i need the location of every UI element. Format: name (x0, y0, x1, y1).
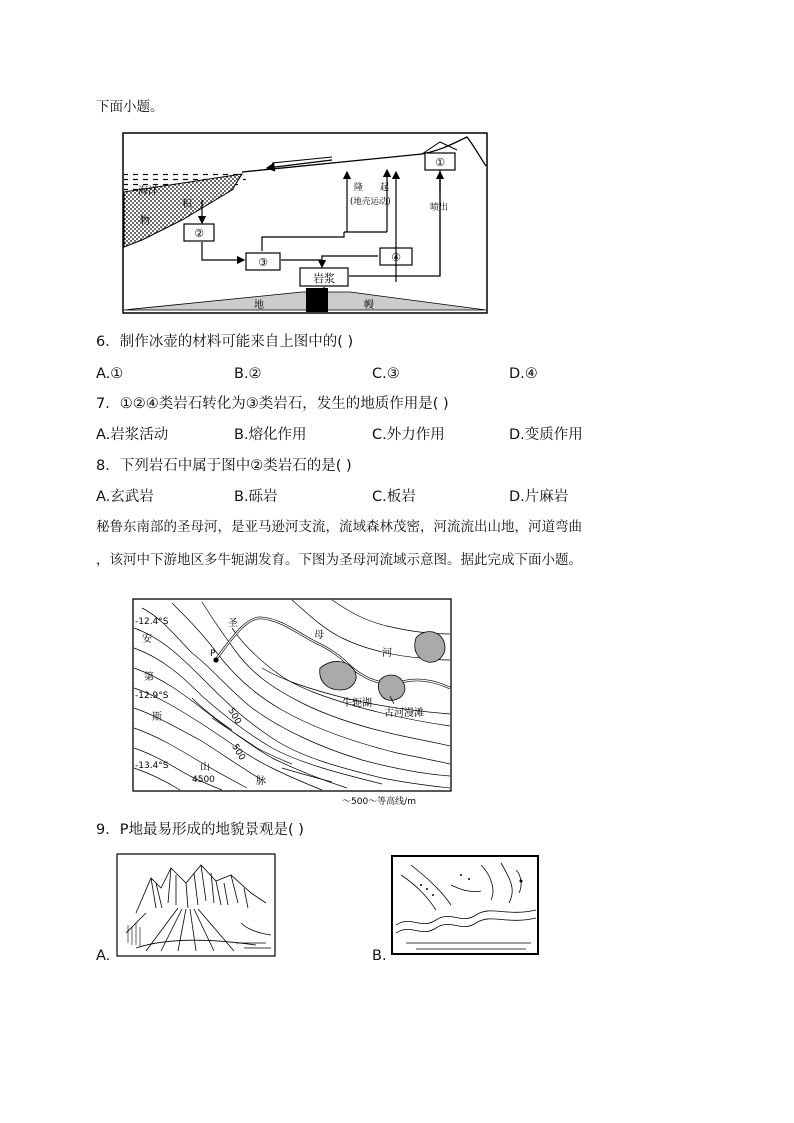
ocean-label: 海洋 (138, 186, 158, 197)
box-2-label: ② (194, 227, 204, 240)
andes-char-4: 山 (200, 762, 210, 773)
q7-option-b[interactable]: B.熔化作用 (234, 427, 307, 443)
mantle-char-2: 幔 (364, 300, 374, 311)
oxbow-lake-label: 牛轭湖 (342, 698, 372, 709)
andes-char-2: 第 (144, 672, 154, 683)
q6-option-b[interactable]: B.② (234, 366, 262, 382)
magma-label: 岩浆 (313, 272, 335, 285)
contour-500-b: 500 (229, 742, 247, 763)
question-9-stem: 9．P地最易形成的地貌景观是( ) (96, 822, 304, 838)
q8-option-b[interactable]: B.砾岩 (234, 489, 278, 505)
river-char-2: 母 (314, 630, 324, 641)
q6-option-c[interactable]: C.③ (372, 366, 400, 382)
eruption-label: 喷出 (430, 203, 449, 213)
q8-option-a[interactable]: A.玄武岩 (96, 489, 154, 505)
river-char-1: 圣 (228, 618, 238, 629)
andes-char-1: 安 (142, 634, 152, 645)
intro-text: 下面小题。 (96, 99, 164, 115)
contour-4500: 4500 (192, 775, 215, 785)
contour-500-a: 500 (225, 706, 243, 727)
sediment-char-2: 物 (140, 216, 150, 227)
box-3-label: ③ (258, 256, 268, 269)
q7-option-c[interactable]: C.外力作用 (372, 427, 445, 443)
q7-option-d[interactable]: D.变质作用 (509, 427, 583, 443)
sediment-char-1: 积 (182, 199, 192, 210)
q7-option-a[interactable]: A.岩浆活动 (96, 427, 169, 443)
passage-line-2: ，该河中下游地区多牛轭湖发育。下图为圣母河流域示意图。据此完成下面小题。 (96, 552, 582, 568)
river-char-3: 河 (382, 648, 392, 659)
rock-cycle-diagram (122, 132, 488, 314)
q9-option-b-label[interactable]: B. (372, 948, 387, 964)
q6-option-d[interactable]: D.④ (509, 366, 538, 382)
question-8-stem: 8．下列岩石中属于图中②类岩石的是( ) (96, 458, 352, 474)
question-7-stem: 7．①②④类岩石转化为③类岩石，发生的地质作用是( ) (96, 396, 449, 412)
box-4-label: ④ (391, 251, 401, 264)
q9-option-a-image[interactable] (116, 853, 276, 957)
latitude-2: -12.9°S (135, 691, 169, 701)
andes-char-3: 斯 (152, 712, 162, 723)
mantle-char-1: 地 (254, 300, 264, 311)
q8-option-c[interactable]: C.板岩 (372, 489, 416, 505)
question-6-stem: 6．制作冰壶的材料可能来自上图中的( ) (96, 334, 354, 350)
latitude-1: -12.4°S (135, 617, 169, 627)
old-floodplain-label: 古河漫滩 (384, 708, 424, 719)
passage-line-1: 秘鲁东南部的圣母河，是亚马逊河支流，流域森林茂密，河流流出山地，河道弯曲 (96, 519, 582, 535)
q9-option-a-label[interactable]: A. (96, 948, 111, 964)
latitude-3: -13.4°S (135, 761, 169, 771)
point-p-label: P (210, 649, 216, 659)
q6-option-a[interactable]: A.① (96, 366, 124, 382)
uplift-note: (地壳运动) (350, 197, 391, 207)
q9-option-b-image[interactable] (391, 855, 539, 955)
uplift-char-1: 隆 (354, 183, 364, 193)
river-basin-map (132, 598, 452, 810)
box-1-label: ① (435, 156, 445, 169)
andes-char-5: 脉 (256, 776, 266, 787)
q8-option-d[interactable]: D.片麻岩 (509, 489, 569, 505)
map-legend: ～500～等高线/m (342, 797, 416, 807)
uplift-char-2: 起 (380, 183, 390, 193)
